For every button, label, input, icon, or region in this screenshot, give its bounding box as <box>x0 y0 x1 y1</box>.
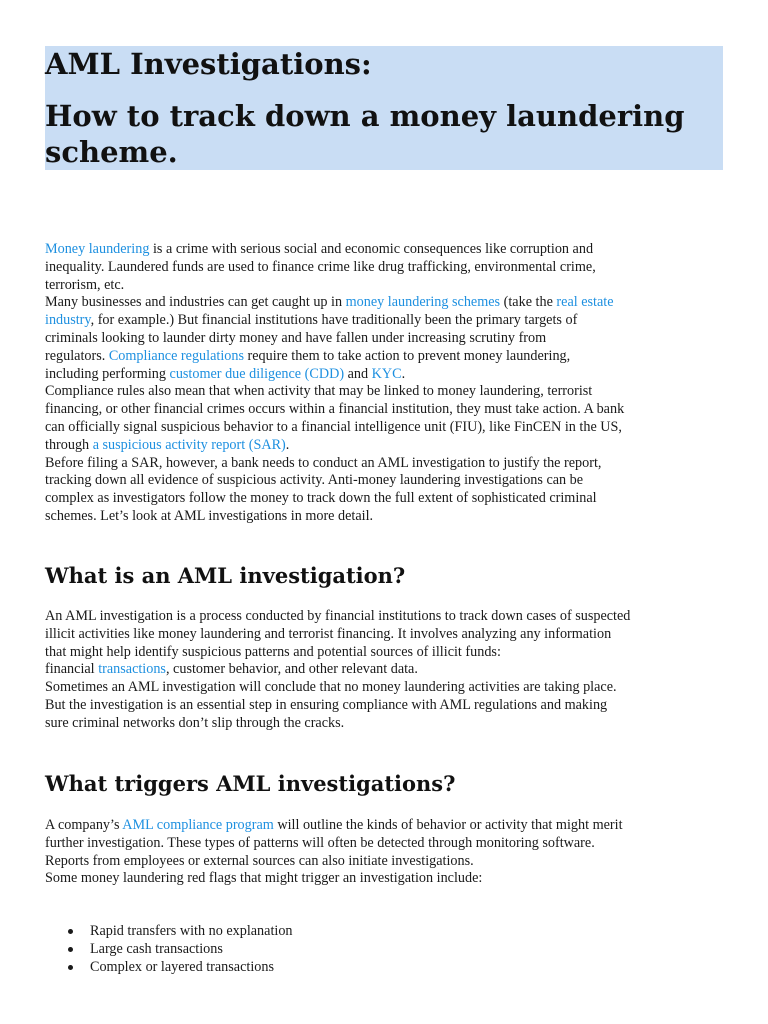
money-laundering-link[interactable]: Money laundering <box>45 241 150 257</box>
intro-line <box>45 312 725 330</box>
intro-line <box>45 348 725 366</box>
text: financial <box>45 661 99 678</box>
text: will outline the kinds of behavior or activity that might merit <box>273 817 623 833</box>
text: including performing <box>45 365 170 382</box>
intro-line: terrorism, etc. <box>45 276 125 293</box>
text: , customer behavior, and other relevant data. <box>165 661 418 678</box>
section2-body <box>45 817 725 888</box>
section1-line: that might help identify suspicious patterns and potential sources of illicit funds: <box>45 643 501 660</box>
bullet-icon <box>68 947 73 952</box>
text: and <box>344 365 372 382</box>
section1-line: But the investigation is an essential step in ensuring compliance with AML regulations and making <box>45 696 608 713</box>
aml-compliance-program-link[interactable]: AML compliance program <box>122 817 274 833</box>
text: (take the <box>500 294 557 311</box>
section-heading-what-is: What is an AML investigation? <box>45 563 406 588</box>
text: regulators. <box>45 347 109 364</box>
list-item-text: Large cash transactions <box>90 941 223 957</box>
intro-line: criminals looking to launder dirty money and have fallen under increasing scrutiny from <box>45 329 547 346</box>
real-estate-industry-link-cont[interactable]: industry <box>45 312 91 329</box>
list-item-text: Complex or layered transactions <box>90 959 274 975</box>
page-subtitle-line-1: How to track down a money laundering <box>45 99 685 133</box>
intro-line: Compliance rules also mean that when activity that may be linked to money laundering, terrorist <box>45 383 593 400</box>
red-flags-list <box>45 922 293 976</box>
section1-line: An AML investigation is a process conducted by financial institutions to track down cases of suspected <box>45 608 631 624</box>
text: through <box>45 436 93 453</box>
section1-line: Sometimes an AML investigation will conclude that no money laundering activities are taking place. <box>45 679 617 696</box>
text: Many businesses and industries can get caught up in <box>45 294 346 311</box>
title-block <box>45 46 723 170</box>
intro-line <box>45 366 725 384</box>
compliance-regulations-link[interactable]: Compliance regulations <box>108 347 244 364</box>
money-laundering-schemes-link[interactable]: money laundering schemes <box>345 294 501 311</box>
section2-line: Reports from employees or external sources can also initiate investigations. <box>45 852 474 869</box>
text: . <box>401 365 406 382</box>
section2-line <box>45 817 725 835</box>
section1-body <box>45 608 725 733</box>
intro-line: can officially signal suspicious behavior to a financial intelligence unit (FIU), like FinCEN in the US, <box>45 418 622 435</box>
page-title: AML Investigations: <box>45 47 372 81</box>
list-item <box>45 922 293 940</box>
sar-link[interactable]: a suspicious activity report (SAR) <box>92 436 286 453</box>
section2-line: further investigation. These types of patterns will often be detected through monitoring software. <box>45 834 595 851</box>
text: . <box>285 436 290 453</box>
section1-line: sure criminal networks don’t slip through the cracks. <box>45 714 345 731</box>
kyc-link[interactable]: KYC <box>371 365 402 382</box>
intro-line <box>45 294 725 312</box>
section-heading-triggers: What triggers AML investigations? <box>45 771 456 796</box>
intro-line: schemes. Let’s look at AML investigations in more detail. <box>45 507 374 524</box>
list-item <box>45 958 293 976</box>
text: require them to take action to prevent money laundering, <box>243 347 571 364</box>
list-item <box>45 940 293 958</box>
bullet-icon <box>68 929 73 934</box>
section1-line: illicit activities like money laundering and terrorist financing. It involves analyzing any information <box>45 625 612 642</box>
section2-line: Some money laundering red flags that might trigger an investigation include: <box>45 870 483 887</box>
section1-line <box>45 661 725 679</box>
intro-line: tracking down all evidence of suspicious activity. Anti-money laundering investigations can be <box>45 472 584 489</box>
intro-line <box>45 437 725 455</box>
page-subtitle-line-2: scheme. <box>45 135 178 169</box>
list-item-text: Rapid transfers with no explanation <box>90 923 293 939</box>
intro-line: financing, or other financial crimes occurs within a financial institution, they must take action. A bank <box>45 401 625 418</box>
text: , for example.) But financial institutions have traditionally been the primary targets of <box>90 312 578 329</box>
text: is a crime with serious social and economic consequences like corruption and <box>149 241 594 257</box>
cdd-link[interactable]: customer due diligence (CDD) <box>169 365 345 382</box>
intro-section <box>45 241 725 526</box>
transactions-link[interactable]: transactions <box>98 661 166 678</box>
intro-line: inequality. Laundered funds are used to finance crime like drug trafficking, environmental crime, <box>45 258 596 275</box>
real-estate-industry-link[interactable]: real estate <box>556 294 614 311</box>
intro-line <box>45 241 725 259</box>
intro-line: complex as investigators follow the money to track down the full extent of sophisticated criminal <box>45 490 597 507</box>
intro-line: Before filing a SAR, however, a bank needs to conduct an AML investigation to justify the report, <box>45 454 602 471</box>
bullet-icon <box>68 965 73 970</box>
text: A company’s <box>45 817 123 833</box>
